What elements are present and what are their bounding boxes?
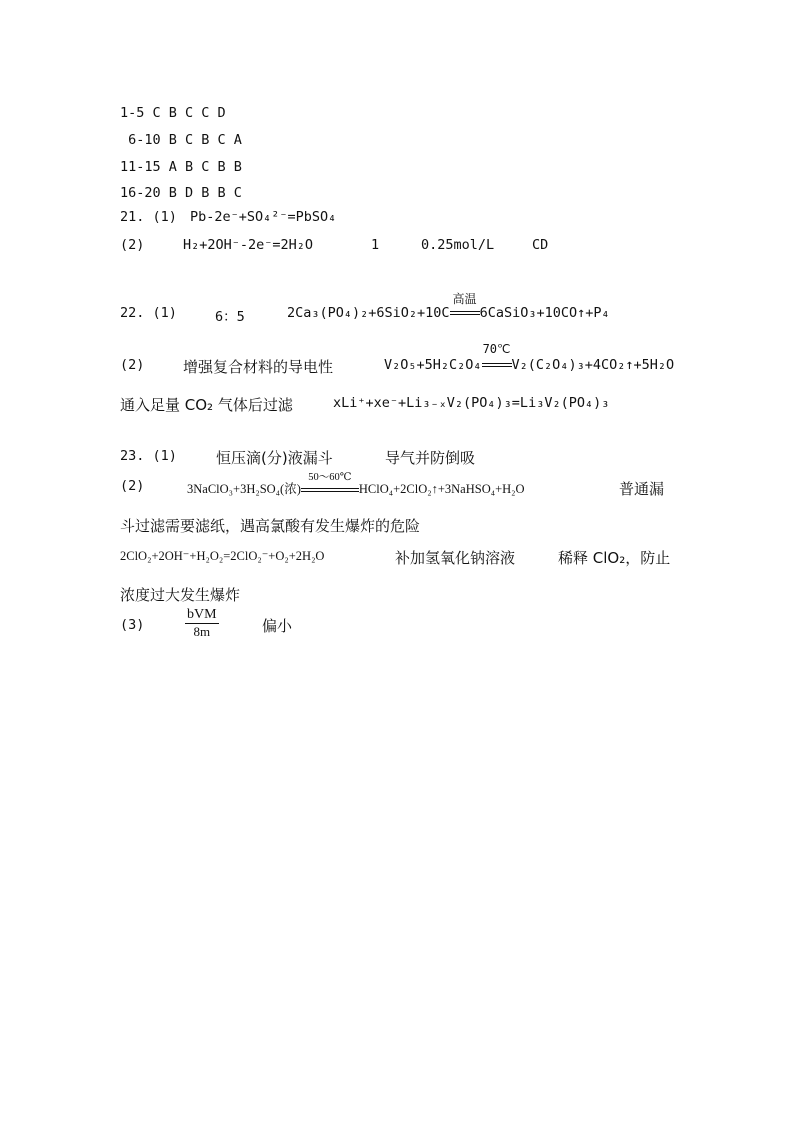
q21-part2-choice: CD [532, 237, 549, 253]
q23-part2-equation [187, 472, 525, 497]
q23-part3-label: (3) [120, 617, 145, 633]
q23-part2-eq-right: HClO₄+2ClO₂↑+3NaHSO₄+H₂O [358, 482, 525, 496]
q23-part1-purpose: 导气并防倒吸 [385, 449, 476, 467]
q23-part2-text-a: 普通漏 [619, 480, 665, 498]
q22-part1-eq-right: 6CaSiO₃+10CO↑+P₄ [479, 305, 610, 321]
q23-part2-text-e: 浓度过大发生爆炸 [120, 586, 241, 604]
q23-part1-apparatus: 恒压滴(分)液漏斗 [216, 449, 333, 467]
q23-part1-label: 23. (1) [120, 448, 177, 464]
q22-part2-eq-left: V₂O₅+5H₂C₂O₄ [384, 357, 482, 373]
q22-part2-condition [482, 342, 512, 373]
q22-part1-equation [287, 292, 610, 321]
q23-part3-fraction [185, 607, 219, 640]
q22-part1-condition [450, 292, 480, 321]
q23-part2-text-b: 斗过滤需要滤纸，遇高氯酸有发生爆炸的危险 [120, 517, 421, 535]
q21-part2-electrons: 1 [371, 237, 380, 253]
q21-part1-label: 21. (1) [120, 209, 177, 225]
mc-answers-6-10: 6-10 B C B C A [120, 132, 242, 148]
mc-answers-1-5: 1-5 C B C C D [120, 105, 226, 121]
q23-part3-result: 偏小 [262, 617, 293, 635]
q21-part2-concentration: 0.25mol/L [421, 237, 495, 253]
q22-part2-equation [384, 342, 675, 373]
q22-part1-label: 22. (1) [120, 305, 177, 321]
q22-part2-cond-text: 70℃ [482, 342, 511, 356]
mc-answers-11-15: 11-15 A B C B B [120, 159, 242, 175]
q22-part2-eq-right: V₂(C₂O₄)₃+4CO₂↑+5H₂O [511, 357, 675, 373]
q23-part3-denominator: 8m [193, 624, 211, 639]
q23-part2-label: (2) [120, 478, 145, 494]
q23-part2-text-d: 稀释 ClO₂，防止 [558, 549, 671, 567]
q22-part1-eq-left: 2Ca₃(PO₄)₂+6SiO₂+10C [287, 305, 450, 321]
q22-part3-text: 通入足量 CO₂ 气体后过滤 [120, 396, 293, 414]
q23-part3-numerator: bVM [187, 607, 217, 622]
q22-part1-ratio: 6：5 [215, 309, 245, 325]
q22-part1-cond-text: 高温 [452, 292, 477, 306]
q23-part2-condition [301, 472, 359, 497]
q21-part2-equation: H₂+2OH⁻-2e⁻=2H₂O [183, 237, 314, 253]
q22-part2-label: (2) [120, 357, 145, 373]
q22-part3-equation: xLi⁺+xe⁻+Li₃₋ₓV₂(PO₄)₃=Li₃V₂(PO₄)₃ [333, 395, 610, 411]
mc-answers-16-20: 16-20 B D B B C [120, 185, 242, 201]
q22-part2-text: 增强复合材料的导电性 [183, 358, 334, 376]
q23-part2-equation-2: 2ClO₂+2OH⁻+H₂O₂=2ClO₂⁻+O₂+2H₂O [120, 549, 325, 563]
q23-part2-eq-left: 3NaClO₃+3H₂SO₄(浓) [187, 482, 301, 496]
q21-part1-equation: Pb-2e⁻+SO₄²⁻=PbSO₄ [190, 209, 337, 225]
q23-part2-cond-text: 50～60℃ [308, 472, 352, 483]
q21-part2-label: (2) [120, 237, 145, 253]
q23-part2-text-c: 补加氢氧化钠溶液 [395, 549, 516, 567]
